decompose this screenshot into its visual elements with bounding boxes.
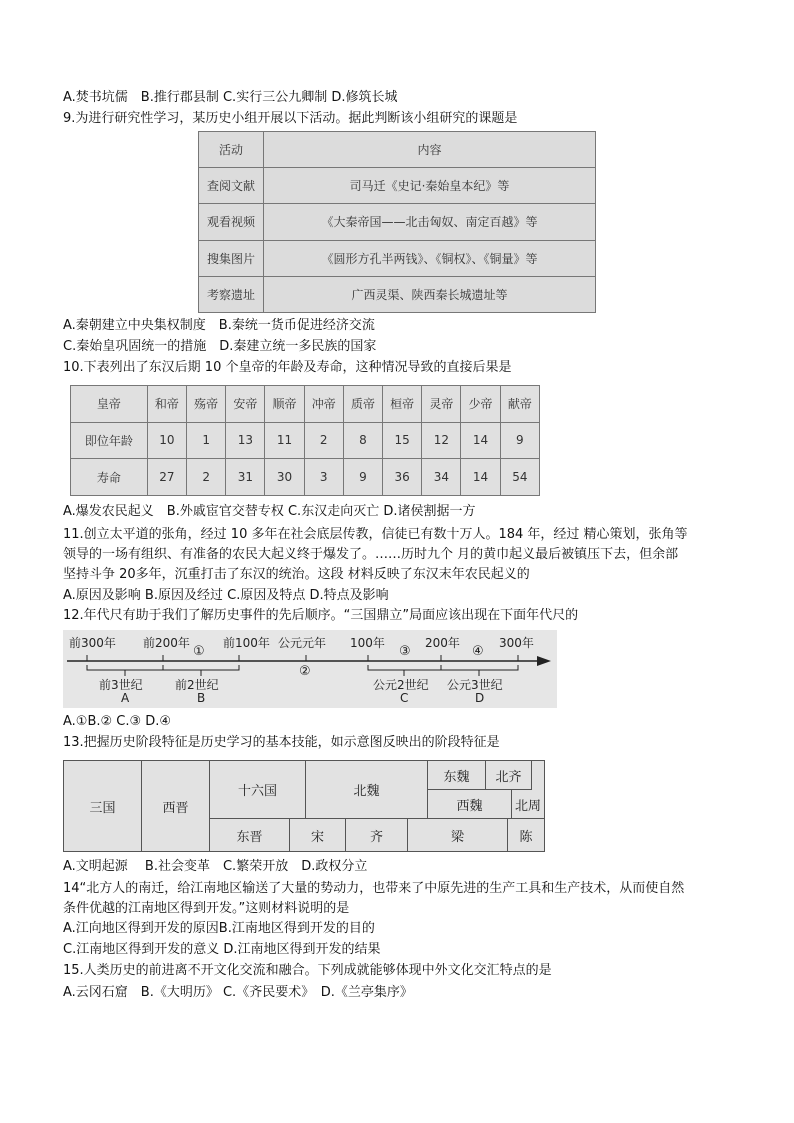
table-header-cell: 内容 [264,132,596,168]
q10-stem: 10.下表列出了东汉后期 10 个皇帝的年龄及寿命，这种情况导致的直接后果是 [63,360,512,375]
q8-options: A.焚书坑儒 B.推行郡县制 C.实行三公九卿制 D.修筑长城 [63,90,398,105]
year-label: 300年 [499,636,534,650]
q12-stem: 12.年代尺有助于我们了解历史事件的先后顺序。“三国鼎立”局面应该出现在下面年代尺的 [63,608,579,623]
age-cell: 10 [147,422,186,459]
century-label: 前2世纪 [175,678,219,692]
age-cell: 15 [383,422,422,459]
q14-line-1: 14“北方人的南迁，给江南地区输送了大量的势动力，也带来了中原先进的生产工具和生产技术，从而使自然 [63,881,685,896]
q12-options: A.①B.② C.③ D.④ [63,714,172,729]
option-letter: B [197,691,206,705]
q11-options: A.原因及影响 B.原因及经过 C.原因及特点 D.特点及影响 [63,588,389,603]
block-beizhou: 北周 [512,790,544,819]
q15-options: A.云冈石窟 B.《大明历》 C.《齐民要术》 D.《兰亭集序》 [63,985,413,1000]
table-row [199,168,596,204]
emperor-cell: 少帝 [461,386,500,423]
century-label: 公元2世纪 [373,678,429,692]
emperor-cell: 殇帝 [187,386,226,423]
option-letter: D [475,691,485,705]
lifespan-cell: 54 [500,459,539,496]
table-cell: 司马迁《史记·秦始皇本纪》等 [264,168,596,204]
emperor-cell: 灵帝 [422,386,461,423]
block-qi: 齐 [346,819,408,851]
q13-options: A.文明起源 B.社会变革 C.繁荣开放 D.政权分立 [63,859,368,874]
age-cell: 8 [343,422,382,459]
lifespan-cell: 27 [147,459,186,496]
emperor-cell: 安帝 [226,386,265,423]
table-cell: 广西灵渠、陕西秦长城遗址等 [264,276,596,312]
lifespan-cell: 34 [422,459,461,496]
emperor-cell: 和帝 [147,386,186,423]
block-beiqi: 北齐 [486,761,532,790]
year-label: 前300年 [69,636,116,650]
q15-stem: 15.人类历史的前进离不开文化交流和融合。下列成就能够体现中外文化交汇特点的是 [63,963,552,978]
row-label: 寿命 [71,459,148,496]
marker-3: ③ [399,644,411,659]
q14-options-row-2: C.江南地区得到开发的意义 D.江南地区得到开发的结果 [63,942,381,957]
option-letter: C [400,691,409,705]
q11-line-1: 11.创立太平道的张角，经过 10 多年在社会底层传教，信徒已有数十万人。184 年，经过 精心策划，张角等 [63,527,688,542]
table-cell: 考察遗址 [199,276,264,312]
table-row [199,276,596,312]
block-beiwei: 北魏 [306,761,428,819]
q14-line-2: 条件优越的江南地区得到开发。”这则材料说明的是 [63,901,350,916]
age-row [71,422,540,459]
q9-activity-table [198,131,596,313]
q13-period-diagram [63,760,545,852]
block-xijin: 西晋 [142,761,210,851]
block-chen: 陈 [519,829,533,845]
block-sanguo: 三国 [64,761,142,851]
q9-options-row-1: A.秦朝建立中央集权制度 B.秦统一货币促进经济交流 [63,318,375,333]
lifespan-cell: 2 [187,459,226,496]
table-cell: 搜集图片 [199,240,264,276]
table-cell: 查阅文献 [199,168,264,204]
table-cell: 观看视频 [199,204,264,240]
row-label: 皇帝 [71,386,148,423]
age-cell: 14 [461,422,500,459]
block-dongjin: 东晋 [210,819,290,851]
table-cell: 《圆形方孔半两钱》、《铜权》、《铜量》等 [264,240,596,276]
q10-emperor-table [70,385,540,496]
age-cell: 12 [422,422,461,459]
table-row [199,240,596,276]
table-header-cell: 活动 [199,132,264,168]
emperor-cell: 献帝 [500,386,539,423]
lifespan-cell: 30 [265,459,304,496]
year-label: 公元元年 [278,636,327,650]
emperor-cell: 冲帝 [304,386,343,423]
block-dongwei: 东魏 [428,761,486,790]
emperor-cell: 桓帝 [383,386,422,423]
age-cell: 11 [265,422,304,459]
age-cell: 13 [226,422,265,459]
q12-timeline [63,630,557,708]
q13-stem: 13.把握历史阶段特征是历史学习的基本技能，如示意图反映出的阶段特征是 [63,735,500,750]
option-letter: A [121,691,130,705]
year-label: 前100年 [223,636,270,650]
q10-options: A.爆发农民起义 B.外戚宦官交替专权 C.东汉走向灭亡 D.诸侯割据一方 [63,504,476,519]
marker-4: ④ [472,644,484,659]
q14-options-row-1: A.江向地区得到开发的原因B.江南地区得到开发的目的 [63,921,375,936]
q9-stem: 9.为进行研究性学习，某历史小组开展以下活动。据此判断该小组研究的课题是 [63,111,518,126]
lifespan-cell: 14 [461,459,500,496]
marker-2: ② [299,664,311,679]
block-shiliuguo: 十六国 [210,761,306,819]
year-label: 200年 [425,636,460,650]
block-liang: 梁 [408,819,508,851]
block-song: 宋 [290,819,346,851]
block-xiwei: 西魏 [428,790,512,819]
lifespan-cell: 9 [343,459,382,496]
emperor-row [71,386,540,423]
table-cell: 《大秦帝国——北击匈奴、南定百越》等 [264,204,596,240]
lifespan-cell: 36 [383,459,422,496]
q9-options-row-2: C.秦始皇巩固统一的措施 D.秦建立统一多民族的国家 [63,339,377,354]
marker-1: ① [193,644,205,659]
emperor-cell: 质帝 [343,386,382,423]
age-cell: 1 [187,422,226,459]
table-row [199,204,596,240]
age-cell: 2 [304,422,343,459]
year-label: 前200年 [143,636,190,650]
q11-line-3: 坚持斗争 20多年，沉重打击了东汉的统治。这段 材料反映了东汉末年农民起义的 [63,567,530,582]
century-label: 公元3世纪 [447,678,503,692]
lifespan-cell: 3 [304,459,343,496]
century-label: 前3世纪 [99,678,143,692]
year-label: 100年 [350,636,385,650]
table-header-row [199,132,596,168]
lifespan-cell: 31 [226,459,265,496]
lifespan-row [71,459,540,496]
age-cell: 9 [500,422,539,459]
q11-line-2: 领导的一场有组织、有准备的农民大起义终于爆发了。……历时九个 月的黄巾起义最后被镇压下去，但余部 [63,547,679,562]
emperor-cell: 顺帝 [265,386,304,423]
row-label: 即位年龄 [71,422,148,459]
